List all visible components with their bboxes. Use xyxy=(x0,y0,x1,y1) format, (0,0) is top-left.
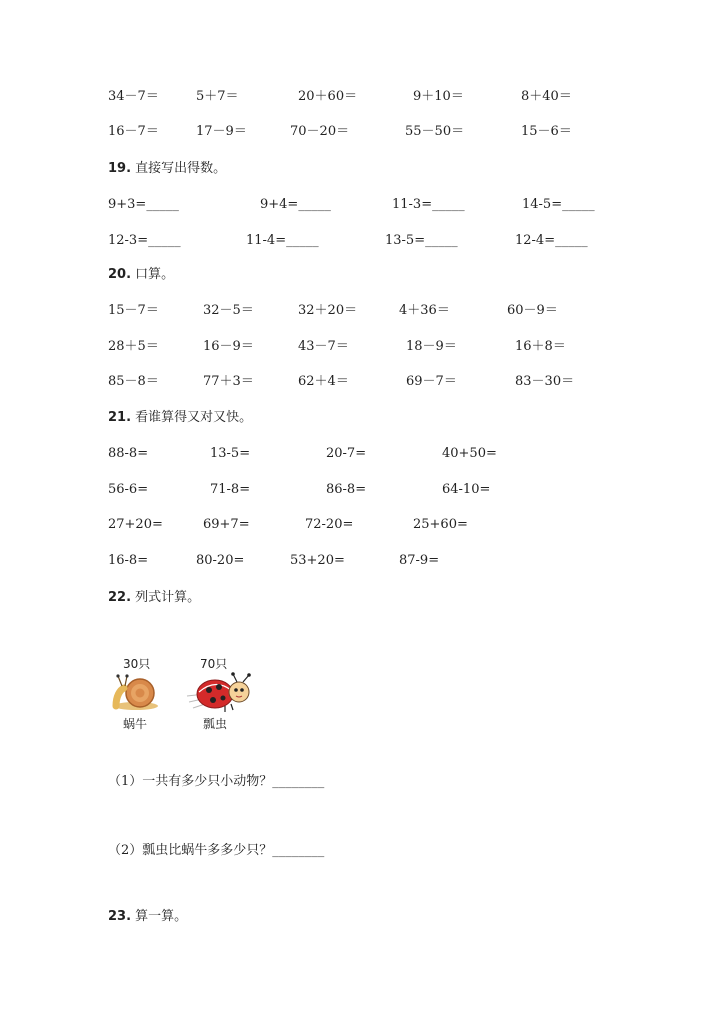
equation: 62＋4＝ xyxy=(298,374,349,389)
equation: 9+4=_____ xyxy=(260,197,331,212)
equation: 85－8＝ xyxy=(108,374,159,389)
equation: 16－9＝ xyxy=(203,339,254,354)
equation: 53+20= xyxy=(290,553,345,568)
question-number: 20. xyxy=(108,267,132,282)
equation: 15－7＝ xyxy=(108,303,159,318)
question-title: 直接写出得数。 xyxy=(135,161,227,176)
equation: 9＋10＝ xyxy=(413,89,464,104)
question-title: 算一算。 xyxy=(135,909,188,924)
snail-count-label: 30只 xyxy=(123,657,151,671)
snail-icon xyxy=(110,672,162,712)
equation: 34－7＝ xyxy=(108,89,159,104)
equation: 25+60= xyxy=(413,517,468,532)
subquestion-1: （1）一共有多少只小动物？________ xyxy=(108,774,325,789)
equation: 56-6= xyxy=(108,482,149,497)
equation: 20＋60＝ xyxy=(298,89,358,104)
equation: 87-9= xyxy=(399,553,440,568)
question-number: 22. xyxy=(108,590,132,605)
equation: 16－7＝ xyxy=(108,124,159,139)
question-title: 口算。 xyxy=(135,267,175,282)
equation: 12-4=_____ xyxy=(515,233,588,248)
equation: 72-20= xyxy=(305,517,354,532)
equation: 13-5= xyxy=(210,446,251,461)
question-number: 21. xyxy=(108,410,132,425)
equation: 18－9＝ xyxy=(406,339,457,354)
equation: 14-5=_____ xyxy=(522,197,595,212)
equation: 80-20= xyxy=(196,553,245,568)
equation: 16＋8＝ xyxy=(515,339,566,354)
subquestion-2: （2）瓢虫比蜗牛多多少只？________ xyxy=(108,843,325,858)
ladybug-count-label: 70只 xyxy=(200,657,228,671)
equation: 9+3=_____ xyxy=(108,197,179,212)
equation: 5＋7＝ xyxy=(196,89,239,104)
question-19-heading xyxy=(108,161,226,177)
equation: 13-5=_____ xyxy=(385,233,458,248)
equation: 8＋40＝ xyxy=(521,89,572,104)
equation: 83－30＝ xyxy=(515,374,575,389)
equation: 40+50= xyxy=(442,446,497,461)
equation: 60－9＝ xyxy=(507,303,558,318)
question-20-heading xyxy=(108,267,174,283)
question-23-heading xyxy=(108,909,187,925)
equation: 17－9＝ xyxy=(196,124,247,139)
question-22-heading xyxy=(108,590,200,606)
equation: 55－50＝ xyxy=(405,124,465,139)
equation: 28＋5＝ xyxy=(108,339,159,354)
equation: 70－20＝ xyxy=(290,124,350,139)
question-title: 看谁算得又对又快。 xyxy=(135,410,253,425)
equation: 11-4=_____ xyxy=(246,233,319,248)
ladybug-icon xyxy=(185,672,263,714)
equation: 71-8= xyxy=(210,482,251,497)
equation: 43－7＝ xyxy=(298,339,349,354)
ladybug-name-label: 瓢虫 xyxy=(203,717,228,731)
equation: 20-7= xyxy=(326,446,367,461)
equation: 12-3=_____ xyxy=(108,233,181,248)
equation: 77＋3＝ xyxy=(203,374,254,389)
equation: 11-3=_____ xyxy=(392,197,465,212)
question-title: 列式计算。 xyxy=(135,590,201,605)
equation: 69+7= xyxy=(203,517,250,532)
equation: 32＋20＝ xyxy=(298,303,358,318)
question-number: 19. xyxy=(108,161,132,176)
equation: 4＋36＝ xyxy=(399,303,450,318)
equation: 86-8= xyxy=(326,482,367,497)
equation: 64-10= xyxy=(442,482,491,497)
equation: 88-8= xyxy=(108,446,149,461)
equation: 27+20= xyxy=(108,517,163,532)
equation: 15－6＝ xyxy=(521,124,572,139)
equation: 16-8= xyxy=(108,553,149,568)
equation: 32－5＝ xyxy=(203,303,254,318)
question-number: 23. xyxy=(108,909,132,924)
equation: 69－7＝ xyxy=(406,374,457,389)
question-21-heading xyxy=(108,410,252,426)
snail-name-label: 蜗牛 xyxy=(123,717,148,731)
